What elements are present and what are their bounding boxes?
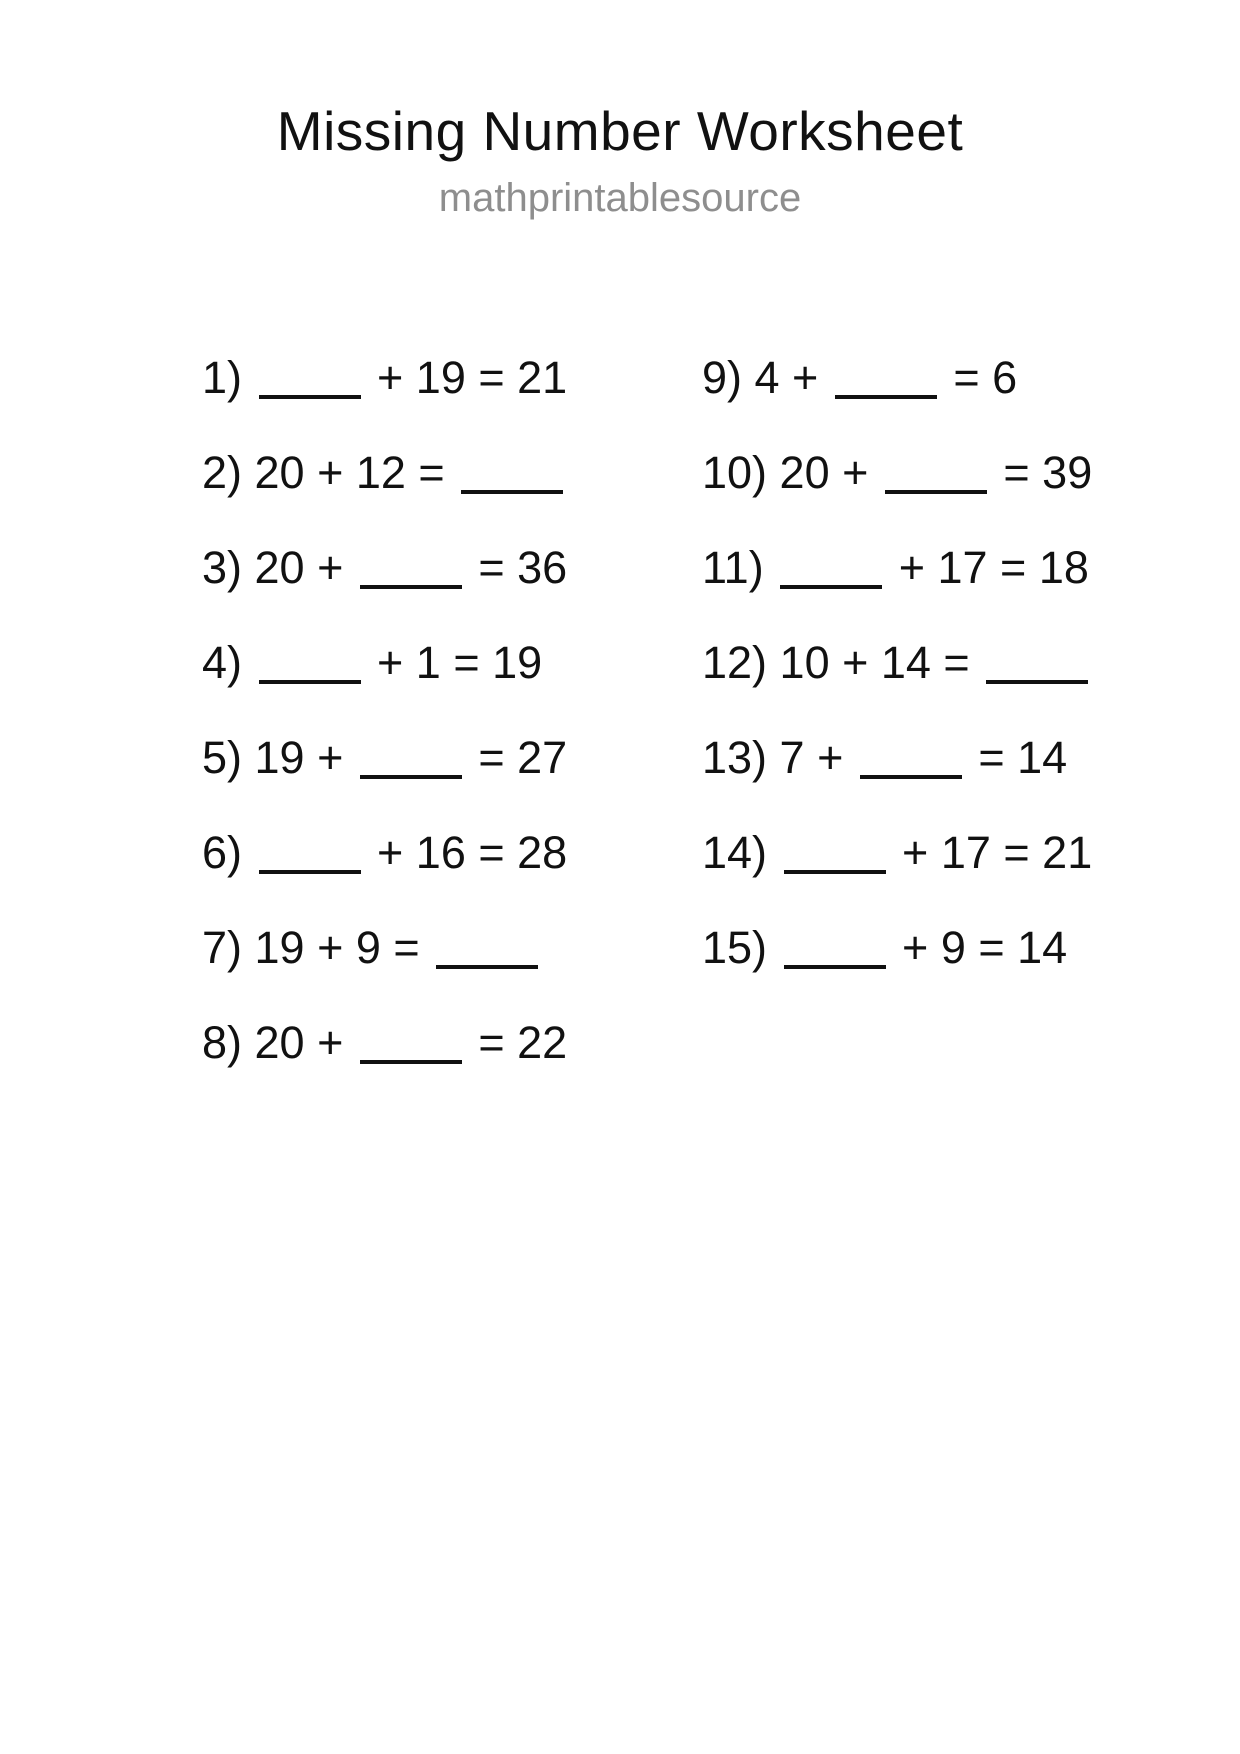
problem-11: 11) + 17 = 18 [702,542,1089,594]
answer-blank [860,773,962,779]
answer-blank [885,488,987,494]
problems-column-left [202,351,702,1111]
problem-8: 8) 20 + = 22 [202,1017,568,1069]
answer-blank [784,963,886,969]
problems-column-right [702,351,1092,1111]
problem-4: 4) + 1 = 19 [202,637,543,689]
page-subtitle: mathprintablesource [438,176,802,221]
page-title: Missing Number Worksheet [276,100,964,162]
answer-blank [835,393,937,399]
answer-blank [259,393,361,399]
problems-area [0,351,1240,1111]
problem-7: 7) 19 + 9 = [202,921,702,974]
answer-blank [259,868,361,874]
problem-14: 14) + 17 = 21 [702,827,1093,879]
answer-blank [461,488,563,494]
problem-15: 15) + 9 = 14 [702,922,1068,974]
problem-5: 5) 19 + = 27 [202,732,568,784]
problem-9: 9) 4 + = 6 [702,352,1018,404]
answer-blank [784,868,886,874]
answer-blank [780,583,882,589]
problem-6: 6) + 16 = 28 [202,827,568,879]
problem-10: 10) 20 + = 39 [702,447,1093,499]
answer-blank [360,1058,462,1064]
answer-blank [259,678,361,684]
problem-12: 12) 10 + 14 = [702,636,1092,689]
answer-blank [360,773,462,779]
problem-3: 3) 20 + = 36 [202,542,568,594]
problem-13: 13) 7 + = 14 [702,732,1068,784]
problem-2: 2) 20 + 12 = [202,446,702,499]
answer-blank [986,678,1088,684]
answer-blank [436,963,538,969]
answer-blank [360,583,462,589]
problem-1: 1) + 19 = 21 [202,352,568,404]
